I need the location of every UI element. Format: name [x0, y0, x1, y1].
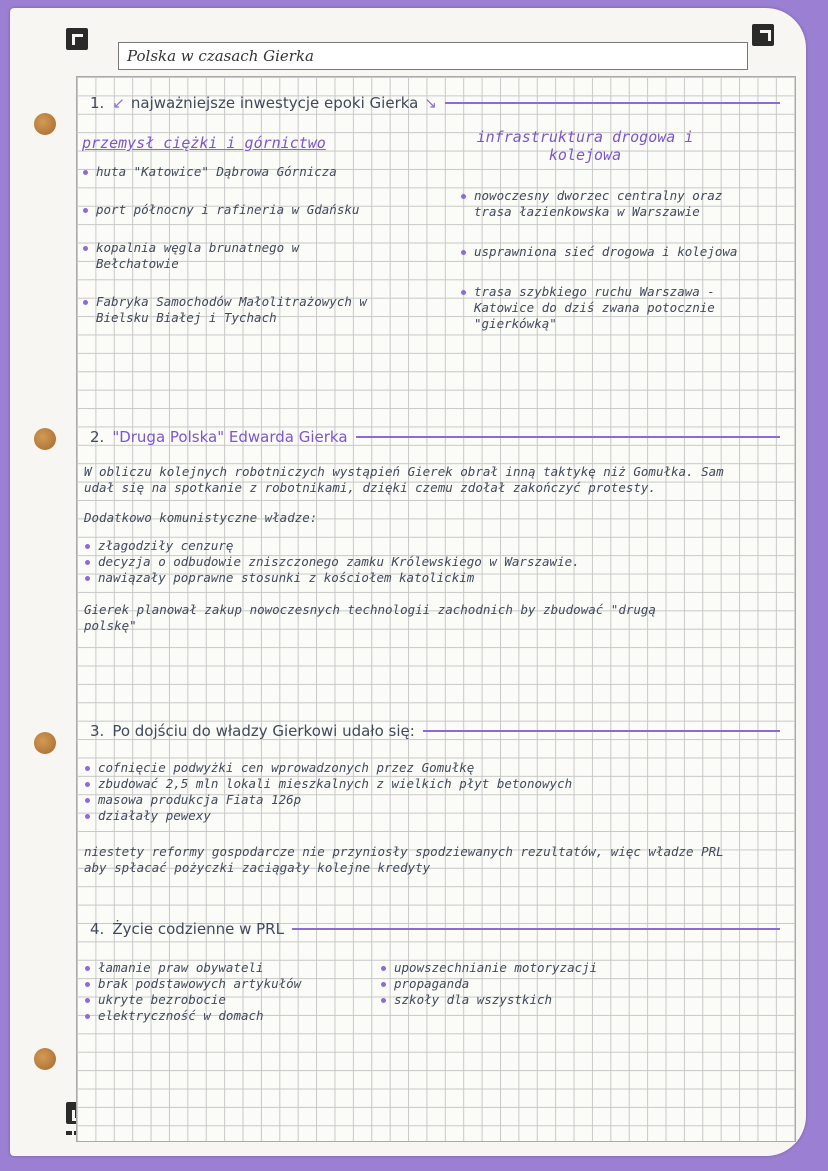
section-number: 2.: [90, 428, 105, 446]
heading-underline: [423, 730, 780, 732]
section-number: 1.: [90, 94, 105, 112]
list-item: port północny i rafineria w Gdańsku: [82, 202, 372, 218]
changes-list: [84, 538, 734, 586]
corner-marker-icon: [66, 28, 88, 50]
paragraph-lead: Dodatkowo komunistyczne władze:: [84, 510, 318, 525]
paragraph: W obliczu kolejnych robotniczych wystąpień Gierek obrał inną taktykę niż Gomułka. Sam udał się na spotkanie z robotnikami, dzięki czemu zdołał zakończyć protesty.: [84, 464, 724, 495]
section-1-left-column: [82, 134, 372, 326]
list-item: elektryczność w domach: [84, 1008, 384, 1024]
list-item: brak podstawowych artykułów: [84, 976, 384, 992]
heading-underline: [356, 436, 780, 438]
paragraph: Gierek planował zakup nowoczesnych technologii zachodnich by zbudować "drugą polskę": [84, 602, 656, 633]
section-3-heading: [90, 722, 780, 740]
industry-list: [82, 164, 372, 326]
list-item: szkoły dla wszystkich: [380, 992, 720, 1008]
corner-marker-icon: [752, 24, 774, 46]
binder-hole: [34, 428, 56, 450]
section-4-heading: [90, 920, 780, 938]
list-item: złagodziły cenzurę: [84, 538, 734, 554]
section-title: najważniejsze inwestycje epoki Gierka: [130, 94, 419, 112]
section-title: Po dojściu do władzy Gierkowi udało się:: [112, 722, 415, 740]
section-number: 4.: [90, 920, 105, 938]
arrow-left-icon: ↙: [112, 94, 125, 112]
section-1-right-column: [460, 128, 750, 332]
binder-hole: [34, 113, 56, 135]
list-item: cofnięcie podwyżki cen wprowadzonych przez Gomułkę: [84, 760, 734, 776]
paragraph: niestety reformy gospodarcze nie przyniosły spodziewanych rezultatów, więc władze PRL aby spłacać pożyczki zaciągały kolejne kredyty: [84, 844, 724, 875]
binder-hole: [34, 1048, 56, 1070]
binder-hole: [34, 732, 56, 754]
section-4-left-list: [84, 960, 384, 1024]
section-title: Życie codzienne w PRL: [112, 920, 284, 938]
section-3-body: [84, 760, 734, 876]
arrow-down-icon: ↘: [424, 94, 437, 112]
list-item: propaganda: [380, 976, 720, 992]
list-item: ukryte bezrobocie: [84, 992, 384, 1008]
infrastructure-list: [460, 188, 750, 332]
list-item: huta "Katowice" Dąbrowa Górnicza: [82, 164, 372, 180]
list-item: zbudować 2,5 mln lokali mieszkalnych z wielkich płyt betonowych: [84, 776, 734, 792]
page-title: Polska w czasach Gierka: [127, 47, 314, 65]
section-1-heading: [90, 94, 780, 112]
daily-life-list: [84, 960, 384, 1024]
list-item: Fabryka Samochodów Małolitrażowych w Bielsku Białej i Tychach: [82, 294, 372, 326]
title-field: [118, 42, 748, 70]
list-item: decyzja o odbudowie zniszczonego zamku Królewskiego w Warszawie.: [84, 554, 734, 570]
list-item: kopalnia węgla brunatnego w Bełchatowie: [82, 240, 372, 272]
achievements-list: [84, 760, 734, 824]
section-title: "Druga Polska" Edwarda Gierka: [112, 428, 348, 446]
list-item: masowa produkcja Fiata 126p: [84, 792, 734, 808]
column-title: przemysł ciężki i górnictwo: [82, 134, 326, 152]
column-title: infrastruktura drogowa i kolejowa: [476, 128, 694, 164]
section-2-body: [84, 464, 734, 634]
list-item: działały pewexy: [84, 808, 734, 824]
section-4-right-list: [380, 960, 720, 1008]
list-item: trasa szybkiego ruchu Warszawa - Katowice do dziś zwana potocznie "gierkówką": [460, 284, 750, 332]
heading-underline: [292, 928, 780, 930]
list-item: nowoczesny dworzec centralny oraz trasa łazienkowska w Warszawie: [460, 188, 750, 220]
list-item: upowszechnianie motoryzacji: [380, 960, 720, 976]
list-item: łamanie praw obywateli: [84, 960, 384, 976]
list-item: usprawniona sieć drogowa i kolejowa: [460, 244, 750, 260]
heading-underline: [445, 102, 780, 104]
section-2-heading: [90, 428, 780, 446]
section-number: 3.: [90, 722, 105, 740]
list-item: nawiązały poprawne stosunki z kościołem katolickim: [84, 570, 734, 586]
daily-life-list: [380, 960, 720, 1008]
